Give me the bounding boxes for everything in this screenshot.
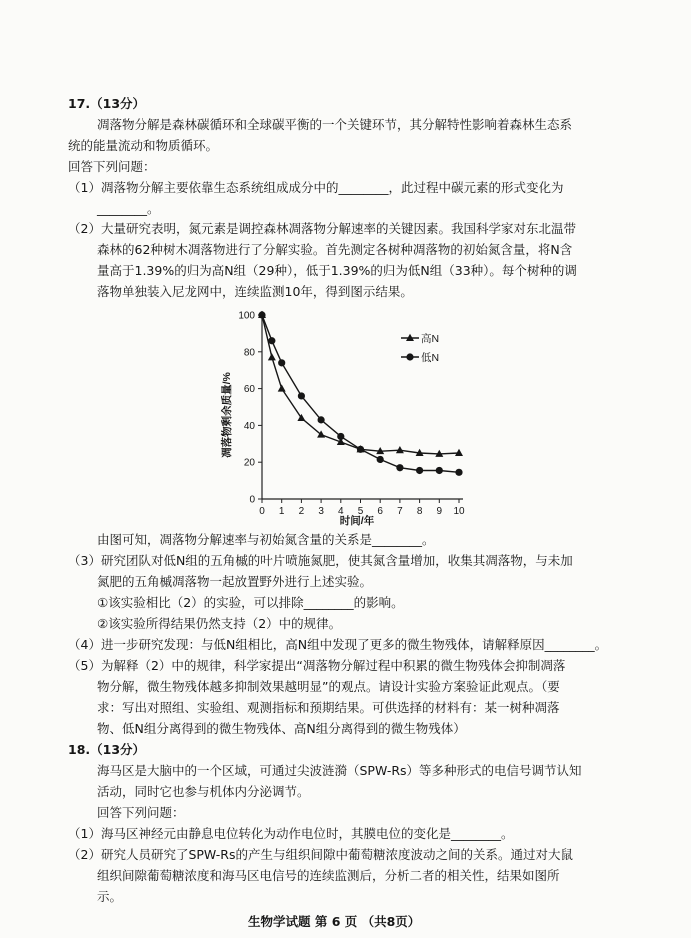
q18-part2-line-3: 示。 xyxy=(97,889,123,904)
chart-point-low-n xyxy=(357,446,364,453)
q17-part5-line-1: （5）为解释（2）中的规律，科学家提出“凋落物分解过程中积累的微生物残体会抑制凋落 xyxy=(68,658,566,673)
chart-point-low-n xyxy=(436,467,443,474)
chart-point-high-n xyxy=(278,384,286,391)
q17-header: 17.（13分） xyxy=(68,96,146,111)
chart-x-tick-label: 8 xyxy=(416,506,423,517)
chart-point-high-n xyxy=(268,353,276,360)
chart-point-high-n xyxy=(455,449,463,456)
chart-point-low-n xyxy=(318,416,325,423)
chart-point-low-n xyxy=(396,464,403,471)
chart-x-tick-label: 6 xyxy=(377,506,383,517)
chart-y-tick-label: 20 xyxy=(243,457,255,469)
q17-intro-line-2: 统的能量流动和物质循环。 xyxy=(68,138,219,153)
chart-point-low-n xyxy=(416,467,423,474)
chart-y-tick-label: 40 xyxy=(243,420,255,432)
chart-point-low-n xyxy=(278,359,285,366)
chart-point-low-n xyxy=(455,469,462,476)
q17-part5-line-2: 物分解，微生物残体越多抑制效果越明显”的观点。请设计实验方案验证此观点。（要 xyxy=(97,679,560,694)
q18-part2-line-2: 组织间隙葡萄糖浓度和海马区电信号的连续监测后，分析二者的相关性，结果如图所 xyxy=(97,868,560,883)
chart-x-axis-label: 时间/年 xyxy=(339,515,375,527)
q17-part2-line-4: 落物单独装入尼龙网中，连续监测10年，得到图示结果。 xyxy=(97,284,413,299)
chart-point-low-n xyxy=(377,456,384,463)
q17-part5-line-4: 物、低N组分离得到的微生物残体、高N组分离得到的微生物残体） xyxy=(97,721,466,736)
chart-legend-marker xyxy=(406,353,413,360)
chart-legend-label: 低N xyxy=(421,352,440,364)
page-footer: 生物学试题 第 6 页 （共8页） xyxy=(248,914,421,929)
q17-part4: （4）进一步研究发现：与低N组相比，高N组中发现了更多的微生物残体，请解释原因________。 xyxy=(68,637,608,652)
chart-y-tick-label: 100 xyxy=(238,310,255,322)
q17-part1-line-1: （1）凋落物分解主要依靠生态系统组成成分中的________，此过程中碳元素的形式变化为 xyxy=(68,180,564,195)
q17-part3-line-1: （3）研究团队对低N组的五角槭的叶片喷施氮肥，使其氮含量增加，收集其凋落物，与未加 xyxy=(68,553,573,568)
decomposition-line-chart xyxy=(215,305,475,530)
q17-intro-line-1: 凋落物分解是森林碳循环和全球碳平衡的一个关键环节，其分解特性影响着森林生态系 xyxy=(97,117,573,132)
chart-x-tick-label: 2 xyxy=(298,506,305,517)
q17-part3-line-2: 氮肥的五角槭凋落物一起放置野外进行上述实验。 xyxy=(97,574,373,589)
q17-part2-line-2: 森林的62种树木凋落物进行了分解实验。首先测定各树种凋落物的初始氮含量，将N含 xyxy=(97,242,573,257)
q17-part2-line-1: （2）大量研究表明，氮元素是调控森林凋落物分解速率的关键因素。我国科学家对东北温带 xyxy=(68,221,576,236)
q18-intro-line-1: 海马区是大脑中的一个区域，可通过尖波涟漪（SPW-Rs）等多种形式的电信号调节认知 xyxy=(97,763,582,778)
chart-legend xyxy=(401,332,439,364)
chart-y-tick-label: 0 xyxy=(249,494,255,506)
chart-point-low-n xyxy=(268,337,275,344)
chart-x-tick-label: 7 xyxy=(397,506,403,517)
chart-legend-label: 高N xyxy=(421,333,440,345)
chart-x-tick-label: 4 xyxy=(338,506,344,517)
q17-part5-line-3: 求：写出对照组、实验组、观测指标和预期结果。可供选择的材料有：某一树种凋落 xyxy=(97,700,560,715)
q18-header: 18.（13分） xyxy=(68,742,146,757)
chart-x-tick-label: 1 xyxy=(278,506,285,517)
q17-chart-conclusion: 由图可知，凋落物分解速率与初始氮含量的关系是________。 xyxy=(97,532,435,547)
chart-y-tick-label: 80 xyxy=(243,347,255,359)
chart-x-tick-label: 3 xyxy=(318,506,324,517)
chart-x-tick-label: 0 xyxy=(259,506,265,517)
chart-point-high-n xyxy=(396,446,404,453)
q18-answer-prompt: 回答下列问题： xyxy=(97,805,185,820)
chart-y-axis-label: 凋落物剩余质量/% xyxy=(221,372,233,458)
chart-x-tick-label: 5 xyxy=(357,506,364,517)
chart-x-tick-label: 9 xyxy=(436,506,443,517)
q17-answer-prompt: 回答下列问题： xyxy=(68,159,156,174)
chart-point-low-n xyxy=(298,392,305,399)
q18-intro-line-2: 活动，同时它也参与机体内分泌调节。 xyxy=(97,784,310,799)
chart-point-low-n xyxy=(258,311,265,318)
q18-part1: （1）海马区神经元由静息电位转化为动作电位时，其膜电位的变化是________。 xyxy=(68,826,514,841)
chart-point-low-n xyxy=(337,433,344,440)
q17-part2-line-3: 量高于1.39%的归为高N组（29种），低于1.39%的归为低N组（33种）。每个树种的调 xyxy=(97,263,577,278)
q18-part2-line-1: （2）研究人员研究了SPW-Rs的产生与组织间隙中葡萄糖浓度波动之间的关系。通过对大鼠 xyxy=(68,847,573,862)
q17-part3-item-1: ①该实验相比（2）的实验，可以排除________的影响。 xyxy=(97,595,404,610)
chart-x-tick-label: 10 xyxy=(453,506,465,517)
q17-part1-line-2: ________。 xyxy=(97,201,160,216)
chart-y-tick-label: 60 xyxy=(243,384,255,396)
q17-part3-item-2: ②该实验所得结果仍然支持（2）中的规律。 xyxy=(97,616,342,631)
